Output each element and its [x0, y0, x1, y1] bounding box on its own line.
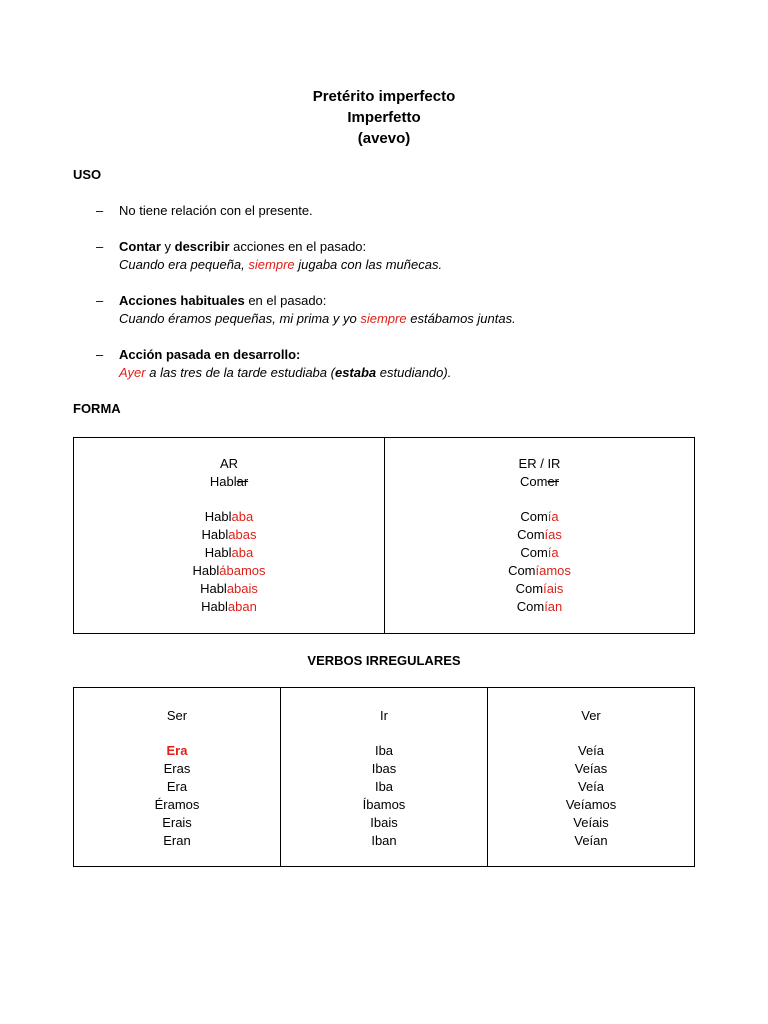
ar-form-2: Hablabas — [201, 527, 257, 542]
ar-form-6: Hablaban — [201, 599, 257, 614]
uso-item-4-ex3: estaba — [334, 365, 377, 380]
erir-header: ER / IR — [518, 456, 561, 471]
erir-form-1: Comía — [520, 509, 559, 524]
erir-column — [385, 438, 695, 634]
uso-item-4 — [119, 346, 451, 382]
title-line-2: Imperfetto — [347, 109, 421, 126]
ir-header: Ir — [380, 708, 388, 723]
uso-item-3 — [119, 292, 516, 328]
bullet-dash: – — [96, 239, 104, 254]
ver-form-1: Veía — [577, 743, 605, 758]
uso-item-3-w2: en el pasado: — [244, 293, 327, 308]
ser-column — [74, 688, 281, 867]
ar-form-3: Hablaba — [204, 545, 254, 560]
ar-column — [74, 438, 385, 634]
uso-heading: USO — [73, 167, 102, 182]
ver-form-4: Veíamos — [565, 797, 617, 812]
erir-infinitive: Comer — [519, 474, 559, 489]
uso-item-2-ex2: siempre — [248, 257, 295, 272]
uso-item-1 — [119, 202, 313, 220]
conjugation-table — [73, 437, 695, 634]
ver-column — [488, 688, 695, 867]
ir-form-2: Ibas — [371, 761, 397, 776]
uso-item-2-w2: y — [160, 239, 175, 254]
uso-item-2-w3: describir — [174, 239, 230, 254]
title-line-1: Pretérito imperfecto — [312, 88, 456, 105]
ar-form-1: Hablaba — [204, 509, 254, 524]
erir-form-5: Comíais — [515, 581, 564, 596]
uso-item-2 — [119, 238, 442, 274]
bullet-dash: – — [96, 347, 104, 362]
ser-header: Ser — [166, 708, 188, 723]
uso-item-3-ex2: siempre — [360, 311, 407, 326]
uso-item-4-w1: Acción pasada en desarrollo: — [119, 347, 301, 362]
irregular-verbs-table — [73, 687, 695, 867]
uso-item-2-w4: acciones en el pasado: — [229, 239, 367, 254]
forma-heading: FORMA — [73, 401, 121, 416]
uso-item-4-ex1: Ayer — [119, 365, 146, 380]
ver-form-5: Veíais — [573, 815, 609, 830]
erir-form-4: Comíamos — [508, 563, 571, 578]
erir-form-6: Comían — [516, 599, 563, 614]
ar-header: AR — [219, 456, 239, 471]
uso-item-4-ex2: a las tres de la tarde estudiaba ( — [145, 365, 335, 380]
ser-form-3: Era — [166, 779, 188, 794]
ar-infinitive: Hablar — [209, 474, 249, 489]
ir-form-5: Ibais — [370, 815, 398, 830]
ar-form-5: Hablabais — [200, 581, 258, 596]
ar-form-4: Hablábamos — [192, 563, 266, 578]
irregular-verbs-heading: VERBOS IRREGULARES — [307, 653, 461, 668]
uso-item-2-ex1: Cuando era pequeña, — [119, 257, 249, 272]
ver-form-2: Veías — [574, 761, 608, 776]
ser-form-6: Eran — [163, 833, 191, 848]
uso-item-2-w1: Contar — [119, 239, 161, 254]
uso-item-3-w1: Acciones habituales — [119, 293, 245, 308]
bullet-dash: – — [96, 203, 104, 218]
ser-form-4: Éramos — [154, 797, 200, 812]
ver-form-6: Veían — [574, 833, 608, 848]
ver-form-3: Veía — [577, 779, 605, 794]
uso-item-3-ex1: Cuando éramos pequeñas, mi prima y yo — [119, 311, 361, 326]
uso-item-3-ex3: estábamos juntas. — [406, 311, 516, 326]
ser-form-1: Era — [166, 743, 188, 758]
ser-form-5: Erais — [162, 815, 192, 830]
uso-item-2-ex3: jugaba con las muñecas. — [294, 257, 443, 272]
ir-form-6: Iban — [371, 833, 397, 848]
ir-form-1: Iba — [374, 743, 394, 758]
uso-item-4-ex4: estudiando). — [376, 365, 452, 380]
ser-form-2: Eras — [163, 761, 191, 776]
ver-header: Ver — [581, 708, 601, 723]
ir-column — [281, 688, 488, 867]
ir-form-3: Iba — [374, 779, 394, 794]
title-line-3: (avevo) — [357, 130, 411, 147]
ir-form-4: Íbamos — [362, 797, 406, 812]
uso-item-1-text: No tiene relación con el presente. — [119, 203, 313, 218]
erir-form-3: Comía — [520, 545, 559, 560]
erir-form-2: Comías — [517, 527, 562, 542]
bullet-dash: – — [96, 293, 104, 308]
